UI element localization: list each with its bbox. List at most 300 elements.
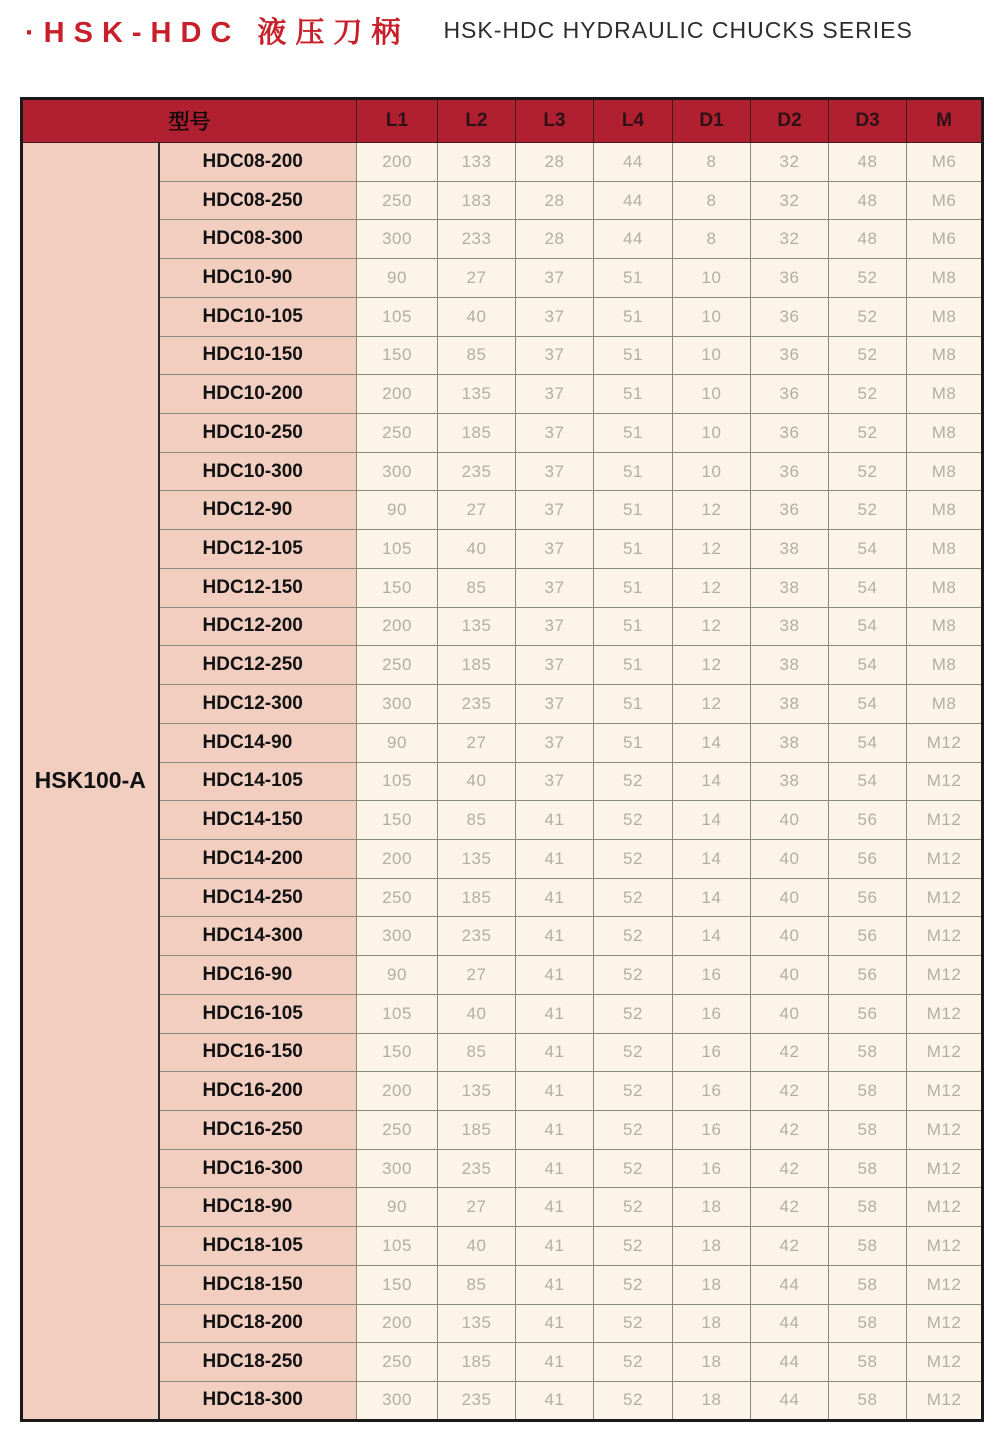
value-cell: 14 (673, 762, 751, 801)
value-cell: 52 (594, 1382, 673, 1421)
value-cell: 32 (751, 181, 829, 220)
value-cell: 52 (594, 1265, 673, 1304)
model-cell: HDC14-150 (159, 801, 357, 840)
value-cell: 51 (594, 452, 673, 491)
model-cell: HDC10-105 (159, 297, 357, 336)
value-cell: 250 (357, 646, 438, 685)
value-cell: 37 (516, 375, 594, 414)
value-cell: 8 (673, 143, 751, 182)
value-cell: 42 (751, 1033, 829, 1072)
value-cell: 37 (516, 530, 594, 569)
value-cell: 16 (673, 1110, 751, 1149)
table-row (22, 646, 983, 685)
value-cell: 38 (751, 568, 829, 607)
value-cell: 36 (751, 491, 829, 530)
value-cell: 51 (594, 414, 673, 453)
value-cell: 52 (594, 1033, 673, 1072)
value-cell: 51 (594, 297, 673, 336)
value-cell: 56 (829, 956, 907, 995)
model-cell: HDC14-300 (159, 917, 357, 956)
value-cell: 51 (594, 607, 673, 646)
value-cell: 150 (357, 568, 438, 607)
value-cell: M12 (907, 1033, 983, 1072)
value-cell: 41 (516, 956, 594, 995)
value-cell: M8 (907, 414, 983, 453)
model-cell: HDC18-250 (159, 1343, 357, 1382)
value-cell: 41 (516, 1072, 594, 1111)
value-cell: 18 (673, 1343, 751, 1382)
value-cell: 8 (673, 220, 751, 259)
value-cell: 54 (829, 762, 907, 801)
value-cell: 27 (438, 259, 516, 298)
value-cell: 58 (829, 1304, 907, 1343)
value-cell: M8 (907, 375, 983, 414)
value-cell: 235 (438, 917, 516, 956)
value-cell: M8 (907, 646, 983, 685)
value-cell: 27 (438, 491, 516, 530)
value-cell: 41 (516, 1304, 594, 1343)
value-cell: 135 (438, 1072, 516, 1111)
value-cell: M8 (907, 336, 983, 375)
value-cell: 51 (594, 530, 673, 569)
value-cell: M8 (907, 491, 983, 530)
value-cell: 135 (438, 607, 516, 646)
table-row (22, 491, 983, 530)
value-cell: 58 (829, 1072, 907, 1111)
value-cell: 54 (829, 685, 907, 724)
table-row (22, 452, 983, 491)
value-cell: 51 (594, 723, 673, 762)
value-cell: 90 (357, 956, 438, 995)
value-cell: 58 (829, 1343, 907, 1382)
value-cell: 51 (594, 336, 673, 375)
value-cell: 58 (829, 1110, 907, 1149)
value-cell: 58 (829, 1188, 907, 1227)
value-cell: 32 (751, 143, 829, 182)
table-row (22, 297, 983, 336)
value-cell: 185 (438, 646, 516, 685)
value-cell: M12 (907, 1110, 983, 1149)
value-cell: M12 (907, 762, 983, 801)
value-cell: 10 (673, 375, 751, 414)
value-cell: 85 (438, 568, 516, 607)
value-cell: 40 (438, 530, 516, 569)
value-cell: 41 (516, 917, 594, 956)
value-cell: 37 (516, 568, 594, 607)
value-cell: 135 (438, 1304, 516, 1343)
table-row (22, 1343, 983, 1382)
value-cell: 133 (438, 143, 516, 182)
value-cell: 38 (751, 530, 829, 569)
value-cell: 105 (357, 530, 438, 569)
value-cell: 44 (751, 1304, 829, 1343)
value-cell: 90 (357, 1188, 438, 1227)
value-cell: 37 (516, 452, 594, 491)
value-cell: 28 (516, 220, 594, 259)
model-cell: HDC18-150 (159, 1265, 357, 1304)
value-cell: 105 (357, 1227, 438, 1266)
value-cell: M12 (907, 1304, 983, 1343)
value-cell: 52 (594, 1227, 673, 1266)
value-cell: 36 (751, 336, 829, 375)
value-cell: 58 (829, 1382, 907, 1421)
value-cell: 250 (357, 878, 438, 917)
table-row (22, 1110, 983, 1149)
value-cell: 183 (438, 181, 516, 220)
table-row (22, 839, 983, 878)
value-cell: 10 (673, 414, 751, 453)
value-cell: M12 (907, 1382, 983, 1421)
value-cell: 200 (357, 1304, 438, 1343)
value-cell: 41 (516, 1227, 594, 1266)
value-cell: 56 (829, 878, 907, 917)
model-cell: HDC12-300 (159, 685, 357, 724)
value-cell: M8 (907, 297, 983, 336)
value-cell: 37 (516, 723, 594, 762)
column-header-d1: D1 (673, 99, 751, 143)
table-row (22, 530, 983, 569)
value-cell: 52 (594, 1110, 673, 1149)
value-cell: 41 (516, 878, 594, 917)
value-cell: M12 (907, 1343, 983, 1382)
value-cell: 16 (673, 1149, 751, 1188)
value-cell: 90 (357, 491, 438, 530)
value-cell: 12 (673, 685, 751, 724)
value-cell: M12 (907, 1265, 983, 1304)
value-cell: 10 (673, 297, 751, 336)
value-cell: M12 (907, 956, 983, 995)
value-cell: 16 (673, 994, 751, 1033)
table-row (22, 1382, 983, 1421)
value-cell: 40 (751, 839, 829, 878)
value-cell: 41 (516, 1343, 594, 1382)
value-cell: 85 (438, 1265, 516, 1304)
value-cell: 42 (751, 1110, 829, 1149)
value-cell: 300 (357, 917, 438, 956)
value-cell: 54 (829, 568, 907, 607)
value-cell: 54 (829, 530, 907, 569)
model-cell: HDC14-250 (159, 878, 357, 917)
value-cell: 52 (594, 762, 673, 801)
value-cell: 36 (751, 452, 829, 491)
model-cell: HDC18-105 (159, 1227, 357, 1266)
column-header-l1: L1 (357, 99, 438, 143)
table-row (22, 1072, 983, 1111)
value-cell: 18 (673, 1382, 751, 1421)
table-row (22, 607, 983, 646)
value-cell: M12 (907, 801, 983, 840)
value-cell: 40 (438, 297, 516, 336)
value-cell: 51 (594, 259, 673, 298)
value-cell: 52 (829, 414, 907, 453)
value-cell: 37 (516, 646, 594, 685)
value-cell: 42 (751, 1072, 829, 1111)
value-cell: 105 (357, 297, 438, 336)
value-cell: 41 (516, 994, 594, 1033)
value-cell: 52 (594, 1188, 673, 1227)
table-row (22, 878, 983, 917)
value-cell: 51 (594, 685, 673, 724)
value-cell: 150 (357, 1033, 438, 1072)
model-cell: HDC14-105 (159, 762, 357, 801)
value-cell: 52 (594, 917, 673, 956)
table-row (22, 1227, 983, 1266)
value-cell: 37 (516, 685, 594, 724)
value-cell: 300 (357, 1149, 438, 1188)
value-cell: 51 (594, 491, 673, 530)
table-row (22, 1265, 983, 1304)
model-cell: HDC12-90 (159, 491, 357, 530)
value-cell: 41 (516, 801, 594, 840)
page-title-en: HSK-HDC HYDRAULIC CHUCKS SERIES (443, 17, 913, 43)
model-cell: HDC12-105 (159, 530, 357, 569)
value-cell: 44 (594, 220, 673, 259)
model-cell: HDC14-90 (159, 723, 357, 762)
value-cell: 233 (438, 220, 516, 259)
value-cell: 185 (438, 1110, 516, 1149)
column-header-l4: L4 (594, 99, 673, 143)
table-row (22, 723, 983, 762)
value-cell: 56 (829, 839, 907, 878)
value-cell: 135 (438, 839, 516, 878)
value-cell: 56 (829, 801, 907, 840)
value-cell: 52 (594, 1304, 673, 1343)
table-row (22, 1304, 983, 1343)
model-cell: HDC18-300 (159, 1382, 357, 1421)
value-cell: 200 (357, 1072, 438, 1111)
value-cell: 48 (829, 181, 907, 220)
value-cell: 10 (673, 259, 751, 298)
model-cell: HDC12-150 (159, 568, 357, 607)
value-cell: 54 (829, 607, 907, 646)
value-cell: 42 (751, 1149, 829, 1188)
value-cell: 12 (673, 491, 751, 530)
value-cell: 41 (516, 1382, 594, 1421)
value-cell: 44 (751, 1343, 829, 1382)
value-cell: 18 (673, 1265, 751, 1304)
value-cell: 18 (673, 1304, 751, 1343)
table-row (22, 1033, 983, 1072)
table-header (22, 99, 983, 143)
value-cell: 41 (516, 1188, 594, 1227)
column-header-l2: L2 (438, 99, 516, 143)
value-cell: 14 (673, 917, 751, 956)
value-cell: 150 (357, 801, 438, 840)
value-cell: 51 (594, 646, 673, 685)
value-cell: M8 (907, 568, 983, 607)
value-cell: 200 (357, 143, 438, 182)
value-cell: 37 (516, 414, 594, 453)
value-cell: 58 (829, 1149, 907, 1188)
value-cell: 90 (357, 259, 438, 298)
value-cell: M12 (907, 723, 983, 762)
value-cell: 250 (357, 1110, 438, 1149)
table-row (22, 1149, 983, 1188)
value-cell: 300 (357, 220, 438, 259)
model-cell: HDC16-250 (159, 1110, 357, 1149)
value-cell: 85 (438, 801, 516, 840)
value-cell: 235 (438, 1149, 516, 1188)
value-cell: 200 (357, 375, 438, 414)
value-cell: 28 (516, 181, 594, 220)
value-cell: M12 (907, 917, 983, 956)
value-cell: 27 (438, 1188, 516, 1227)
header-row (22, 99, 983, 143)
model-cell: HDC12-250 (159, 646, 357, 685)
value-cell: 8 (673, 181, 751, 220)
value-cell: M12 (907, 1227, 983, 1266)
value-cell: 41 (516, 1033, 594, 1072)
model-cell: HDC10-90 (159, 259, 357, 298)
table-row (22, 1188, 983, 1227)
value-cell: 28 (516, 143, 594, 182)
table-row (22, 762, 983, 801)
value-cell: 300 (357, 1382, 438, 1421)
column-header-model: 型号 (22, 99, 357, 143)
value-cell: 235 (438, 452, 516, 491)
value-cell: M6 (907, 143, 983, 182)
spec-table (20, 97, 984, 1422)
value-cell: 14 (673, 839, 751, 878)
table-row (22, 685, 983, 724)
value-cell: 41 (516, 839, 594, 878)
value-cell: 52 (594, 1072, 673, 1111)
value-cell: 14 (673, 723, 751, 762)
value-cell: 300 (357, 685, 438, 724)
value-cell: 52 (594, 956, 673, 995)
value-cell: 40 (438, 1227, 516, 1266)
value-cell: M6 (907, 181, 983, 220)
value-cell: 56 (829, 917, 907, 956)
spec-table-body (22, 143, 983, 1421)
table-row (22, 336, 983, 375)
value-cell: 41 (516, 1149, 594, 1188)
value-cell: 200 (357, 839, 438, 878)
value-cell: 40 (751, 801, 829, 840)
value-cell: M8 (907, 530, 983, 569)
model-cell: HDC16-105 (159, 994, 357, 1033)
value-cell: 44 (594, 181, 673, 220)
value-cell: 40 (438, 762, 516, 801)
value-cell: 18 (673, 1227, 751, 1266)
value-cell: M12 (907, 994, 983, 1033)
value-cell: M6 (907, 220, 983, 259)
value-cell: 16 (673, 1033, 751, 1072)
value-cell: 27 (438, 723, 516, 762)
value-cell: 85 (438, 1033, 516, 1072)
model-cell: HDC18-200 (159, 1304, 357, 1343)
value-cell: 51 (594, 568, 673, 607)
value-cell: 235 (438, 685, 516, 724)
model-cell: HDC12-200 (159, 607, 357, 646)
value-cell: M12 (907, 878, 983, 917)
model-cell: HDC16-150 (159, 1033, 357, 1072)
value-cell: M12 (907, 839, 983, 878)
value-cell: 40 (751, 917, 829, 956)
column-header-l3: L3 (516, 99, 594, 143)
value-cell: 90 (357, 723, 438, 762)
value-cell: 135 (438, 375, 516, 414)
value-cell: 12 (673, 607, 751, 646)
table-row (22, 259, 983, 298)
value-cell: 36 (751, 414, 829, 453)
value-cell: 58 (829, 1033, 907, 1072)
value-cell: 54 (829, 723, 907, 762)
value-cell: 42 (751, 1227, 829, 1266)
value-cell: 235 (438, 1382, 516, 1421)
column-header-d2: D2 (751, 99, 829, 143)
column-header-m: M (907, 99, 983, 143)
table-row (22, 801, 983, 840)
value-cell: 250 (357, 181, 438, 220)
value-cell: 185 (438, 878, 516, 917)
table-row (22, 220, 983, 259)
value-cell: 12 (673, 646, 751, 685)
value-cell: 38 (751, 685, 829, 724)
value-cell: 37 (516, 491, 594, 530)
value-cell: 250 (357, 414, 438, 453)
value-cell: 36 (751, 297, 829, 336)
value-cell: 36 (751, 375, 829, 414)
value-cell: 44 (751, 1382, 829, 1421)
value-cell: 56 (829, 994, 907, 1033)
value-cell: 38 (751, 723, 829, 762)
column-header-d3: D3 (829, 99, 907, 143)
table-row (22, 994, 983, 1033)
value-cell: 48 (829, 220, 907, 259)
model-cell: HDC10-150 (159, 336, 357, 375)
value-cell: 54 (829, 646, 907, 685)
value-cell: 40 (751, 994, 829, 1033)
value-cell: 51 (594, 375, 673, 414)
model-cell: HDC10-200 (159, 375, 357, 414)
model-cell: HDC14-200 (159, 839, 357, 878)
value-cell: 52 (594, 839, 673, 878)
model-cell: HDC16-200 (159, 1072, 357, 1111)
model-cell: HDC08-200 (159, 143, 357, 182)
value-cell: 41 (516, 1265, 594, 1304)
table-row (22, 568, 983, 607)
table-row (22, 956, 983, 995)
value-cell: M8 (907, 685, 983, 724)
value-cell: 44 (751, 1265, 829, 1304)
group-label-cell: HSK100-A (22, 143, 159, 1421)
value-cell: 14 (673, 801, 751, 840)
value-cell: 38 (751, 762, 829, 801)
value-cell: 250 (357, 1343, 438, 1382)
value-cell: 52 (829, 297, 907, 336)
value-cell: 185 (438, 1343, 516, 1382)
value-cell: 37 (516, 762, 594, 801)
value-cell: 40 (751, 878, 829, 917)
model-cell: HDC08-300 (159, 220, 357, 259)
model-cell: HDC18-90 (159, 1188, 357, 1227)
value-cell: 58 (829, 1227, 907, 1266)
value-cell: 300 (357, 452, 438, 491)
table-row (22, 414, 983, 453)
value-cell: 200 (357, 607, 438, 646)
model-cell: HDC10-300 (159, 452, 357, 491)
value-cell: 150 (357, 1265, 438, 1304)
value-cell: 52 (594, 878, 673, 917)
value-cell: M8 (907, 452, 983, 491)
value-cell: 42 (751, 1188, 829, 1227)
value-cell: 16 (673, 956, 751, 995)
value-cell: 27 (438, 956, 516, 995)
value-cell: M12 (907, 1072, 983, 1111)
value-cell: 52 (594, 1343, 673, 1382)
value-cell: 14 (673, 878, 751, 917)
